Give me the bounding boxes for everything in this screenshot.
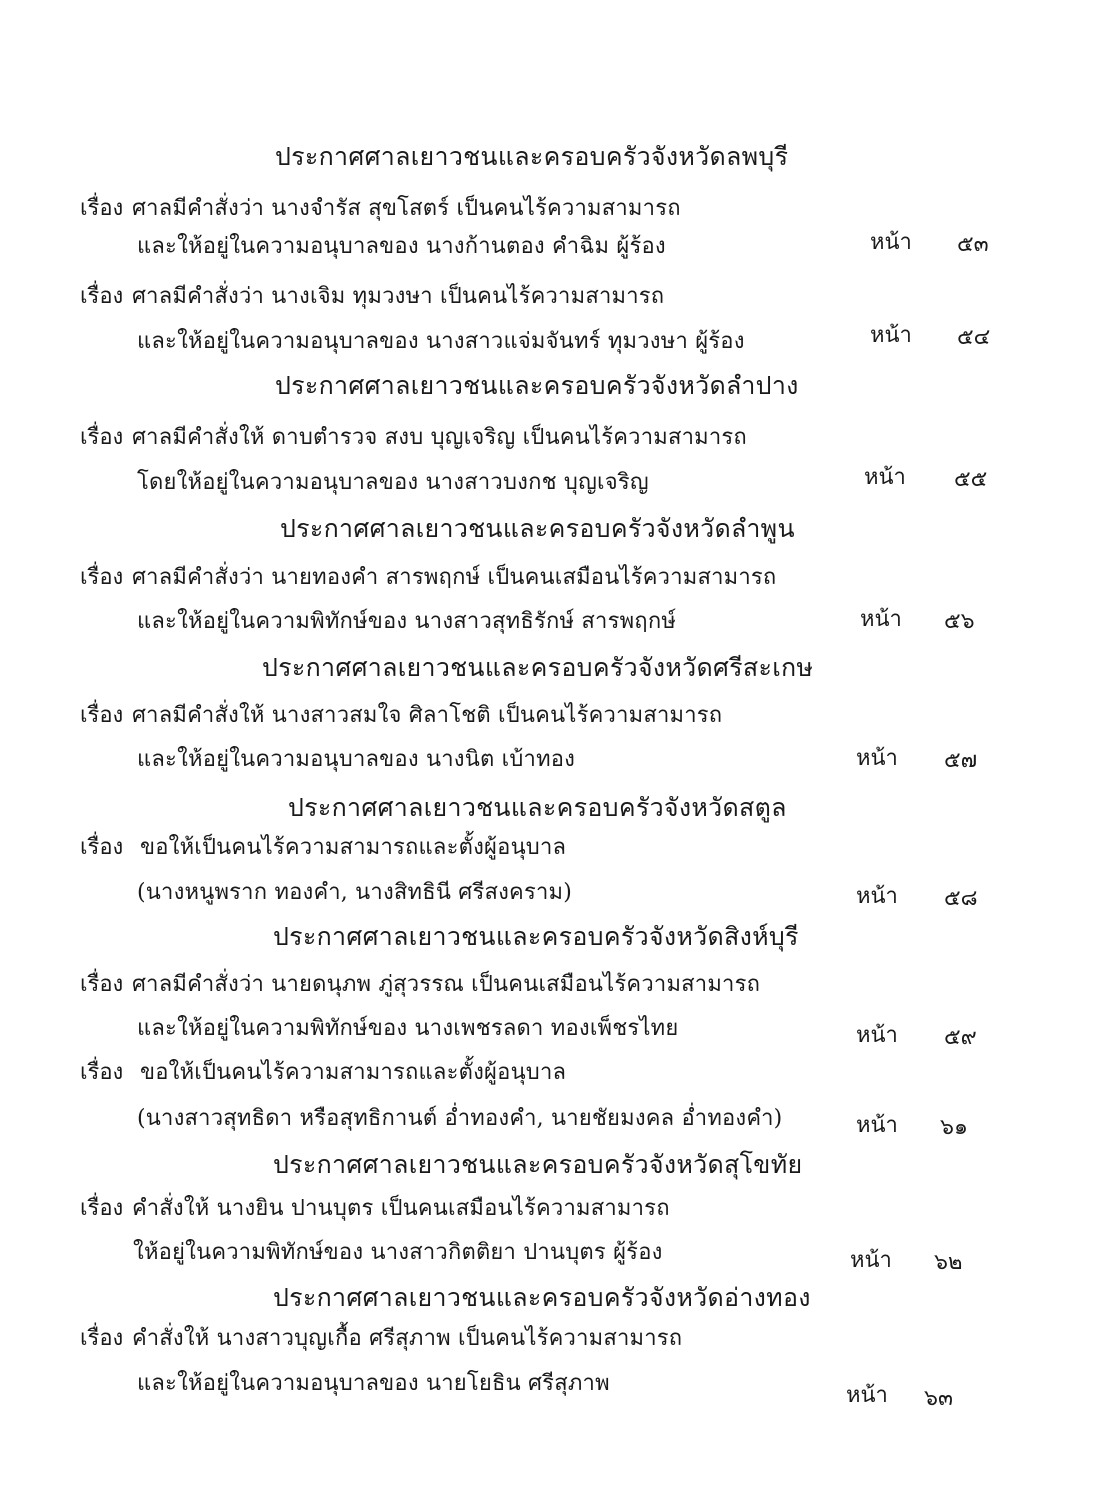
page-number: ๖๑ [940, 1115, 968, 1140]
page-label: หน้า [846, 1383, 888, 1408]
entry-line: ศาลมีคำสั่งว่า นางจำรัส สุขโสตร์ เป็นคนไร้ความสามารถ [132, 196, 681, 221]
entry-line: และให้อยู่ในความอนุบาลของ นางสาวแจ่มจันทร์ ทุมวงษา ผู้ร้อง [137, 329, 745, 354]
section-heading: ประกาศศาลเยาวชนและครอบครัวจังหวัดสุโขทัย [273, 1150, 803, 1179]
section-heading: ประกาศศาลเยาวชนและครอบครัวจังหวัดศรีสะเกษ [262, 653, 814, 682]
entry-line: ศาลมีคำสั่งว่า นายดนุภพ ภู่สุวรรณ เป็นคนเสมือนไร้ความสามารถ [132, 972, 761, 997]
subject-label: เรื่อง [80, 425, 124, 450]
page-label: หน้า [856, 746, 898, 771]
entry-line: และให้อยู่ในความพิทักษ์ของ นางสาวสุทธิรักษ์ สารพฤกษ์ [137, 609, 677, 634]
subject-label: เรื่อง [80, 972, 124, 997]
subject-label: เรื่อง [80, 1326, 124, 1351]
entry-line: คำสั่งให้ นางสาวบุญเกื้อ ศรีสุภาพ เป็นคนไร้ความสามารถ [132, 1326, 683, 1351]
entry-line: ศาลมีคำสั่งให้ ดาบตำรวจ สงบ บุญเจริญ เป็นคนไร้ความสามารถ [132, 425, 747, 450]
entry-line: ขอให้เป็นคนไร้ความสามารถและตั้งผู้อนุบาล [140, 1060, 567, 1085]
page-label: หน้า [856, 1023, 898, 1048]
page-number: ๖๒ [934, 1250, 963, 1275]
entry-line: ศาลมีคำสั่งว่า นางเจิม ทุมวงษา เป็นคนไร้ความสามารถ [132, 284, 665, 309]
section-heading: ประกาศศาลเยาวชนและครอบครัวจังหวัดสตูล [288, 793, 787, 822]
subject-label: เรื่อง [80, 565, 124, 590]
entry-line: ศาลมีคำสั่งให้ นางสาวสมใจ ศิลาโชติ เป็นคนไร้ความสามารถ [132, 703, 723, 728]
section-heading: ประกาศศาลเยาวชนและครอบครัวจังหวัดลพบุรี [275, 142, 789, 171]
page-number: ๕๘ [944, 886, 978, 911]
entry-line: ขอให้เป็นคนไร้ความสามารถและตั้งผู้อนุบาล [140, 835, 567, 860]
entry-line: ศาลมีคำสั่งว่า นายทองคำ สารพฤกษ์ เป็นคนเสมือนไร้ความสามารถ [132, 565, 777, 590]
subject-label: เรื่อง [80, 196, 124, 221]
entry-line: (นางหนูพราก ทองคำ, นางสิทธินี ศรีสงคราม) [137, 880, 573, 905]
subject-label: เรื่อง [80, 703, 124, 728]
subject-label: เรื่อง [80, 284, 124, 309]
entry-line: และให้อยู่ในความอนุบาลของ นางนิต เบ้าทอง [137, 747, 576, 772]
page-number: ๕๓ [957, 232, 989, 257]
page-number: ๕๕ [954, 467, 988, 492]
page-number: ๕๔ [957, 325, 991, 350]
entry-line: โดยให้อยู่ในความอนุบาลของ นางสาวบงกช บุญเจริญ [137, 470, 649, 495]
entry-line: ให้อยู่ในความพิทักษ์ของ นางสาวกิตติยา ปานบุตร ผู้ร้อง [133, 1240, 663, 1265]
section-heading: ประกาศศาลเยาวชนและครอบครัวจังหวัดสิงห์บุรี [273, 922, 799, 951]
section-heading: ประกาศศาลเยาวชนและครอบครัวจังหวัดลำพูน [280, 514, 795, 543]
page-label: หน้า [870, 230, 912, 255]
page-number: ๕๗ [944, 748, 978, 773]
page-label: หน้า [864, 465, 906, 490]
page-number: ๖๓ [924, 1386, 954, 1411]
entry-line: และให้อยู่ในความพิทักษ์ของ นางเพชรลดา ทองเพ็ชรไทย [137, 1016, 679, 1041]
page-label: หน้า [850, 1248, 892, 1273]
entry-line: (นางสาวสุทธิดา หรือสุทธิกานต์ อ่ำทองคำ, นายชัยมงคล อ่ำทองคำ) [137, 1106, 783, 1131]
subject-label: เรื่อง [80, 835, 124, 860]
page-label: หน้า [870, 323, 912, 348]
page-number: ๕๖ [944, 609, 975, 634]
page-label: หน้า [856, 884, 898, 909]
page-label: หน้า [860, 607, 902, 632]
entry-line: และให้อยู่ในความอนุบาลของ นายโยธิน ศรีสุภาพ [137, 1371, 610, 1396]
entry-line: คำสั่งให้ นางยิน ปานบุตร เป็นคนเสมือนไร้ความสามารถ [132, 1196, 670, 1221]
section-heading: ประกาศศาลเยาวชนและครอบครัวจังหวัดลำปาง [275, 371, 799, 400]
subject-label: เรื่อง [80, 1196, 124, 1221]
section-heading: ประกาศศาลเยาวชนและครอบครัวจังหวัดอ่างทอง [273, 1283, 811, 1312]
entry-line: และให้อยู่ในความอนุบาลของ นางก้านตอง คำฉิม ผู้ร้อง [137, 234, 666, 259]
subject-label: เรื่อง [80, 1060, 124, 1085]
page-label: หน้า [856, 1113, 898, 1138]
page-number: ๕๙ [944, 1025, 977, 1050]
